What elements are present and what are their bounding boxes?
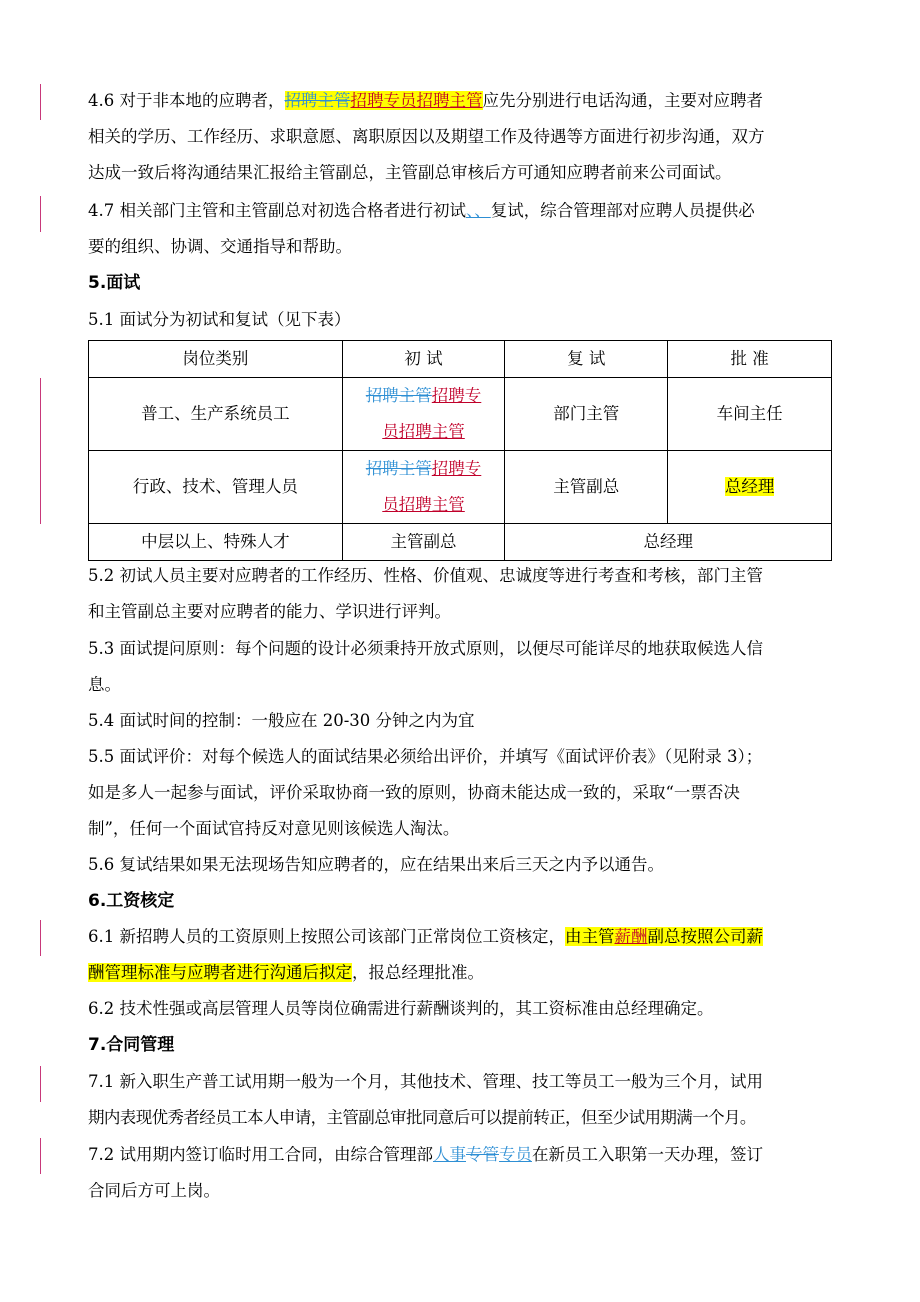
paragraph-5-1 (88, 302, 840, 338)
text: 和主管副总主要对应聘者的能力、学识进行评判。 (88, 602, 451, 621)
table-cell: 普工、生产系统员工 (89, 378, 343, 451)
table-row (89, 378, 832, 451)
table-header: 复 试 (505, 341, 668, 378)
inserted-text: 招聘主管 (398, 422, 465, 441)
text: 要的组织、协调、交通指导和帮助。 (88, 237, 352, 256)
text: 5.2 初试人员主要对应聘者的工作经历、性格、价值观、忠诚度等进行考查和考核，部门主管 (88, 566, 763, 585)
table-header: 批 准 (668, 341, 832, 378)
inserted-text: 员 (382, 495, 399, 514)
inserted-text: 招聘主管 (416, 91, 483, 110)
table-header: 初 试 (342, 341, 505, 378)
table-cell: 部门主管 (505, 378, 668, 451)
paragraph-7-1 (88, 1064, 840, 1136)
table-cell (342, 451, 505, 524)
text: 7.2 试用期内签订临时用工合同，由综合管理部 (88, 1145, 433, 1164)
text: 在新员工入职第一天办理，签订 (532, 1145, 763, 1164)
highlighted-text: 副总按照公司薪 (647, 927, 763, 946)
paragraph-4-7 (88, 193, 840, 265)
change-bar (40, 196, 41, 232)
revision-mark: 、、 (466, 201, 491, 220)
text: 4.6 对于非本地的应聘者， (88, 91, 285, 110)
section-heading: 7.合同管理 (88, 1035, 175, 1055)
table-row (89, 524, 832, 561)
change-bar (40, 1066, 41, 1102)
text: 制”，任何一个面试官持反对意见则该候选人淘汰。 (88, 819, 460, 838)
text: 5.5 面试评价：对每个候选人的面试结果必须给出评价，并填写《面试评价表》（见附录 3）； (88, 747, 763, 766)
change-bar (40, 84, 41, 120)
section-heading: 5.面试 (88, 273, 141, 293)
interview-table (88, 340, 832, 561)
text: 如是多人一起参与面试，评价采取协商一致的原则，协商未能达成一致的，采取“一票否决 (88, 783, 740, 802)
paragraph-5-3 (88, 631, 840, 703)
text: 7.1 新入职生产普工试用期一般为一个月，其他技术、管理、技工等员工一般为三个月，试用 (88, 1072, 763, 1091)
paragraph-7-2 (88, 1137, 840, 1209)
inserted-text: 员 (382, 422, 399, 441)
highlighted-text: 总经理 (724, 477, 775, 496)
text: 5.6 复试结果如果无法现场告知应聘者的，应在结果出来后三天之内予以通告。 (88, 855, 664, 874)
inserted-text: 招聘专员 (350, 91, 417, 110)
highlighted-text: 由主管 (565, 927, 615, 946)
deleted-text: 招聘主管 (365, 386, 432, 405)
text: 5.3 面试提问原则：每个问题的设计必须秉持开放式原则，以便尽可能详尽的地获取候选人信 (88, 639, 763, 658)
text: 息。 (88, 675, 121, 694)
section-heading: 6.工资核定 (88, 891, 175, 911)
text: 5.1 面试分为初试和复试（见下表） (88, 310, 351, 329)
text: 5.4 面试时间的控制：一般应在 20-30 分钟之内为宜 (88, 711, 475, 730)
text: 合同后方可上岗。 (88, 1181, 220, 1200)
text: ，报总经理批准。 (352, 963, 484, 982)
change-bar (40, 1138, 41, 1174)
table-cell: 总经理 (505, 524, 832, 561)
text: 相关的学历、工作经历、求职意愿、离职原因以及期望工作及待遇等方面进行初步沟通，双方 (88, 127, 765, 146)
inserted-text: 专员 (499, 1145, 532, 1164)
inserted-text: 招聘专 (431, 459, 482, 478)
table-header-row (89, 341, 832, 378)
text: 复试，综合管理部对应聘人员提供必 (490, 201, 755, 220)
deleted-text: 专管 (466, 1145, 499, 1164)
text: 4.7 相关部门主管和主管副总对初选合格者进行初试 (88, 201, 466, 220)
deleted-text: 招聘主管 (284, 91, 351, 110)
paragraph-4-6 (88, 83, 840, 191)
inserted-text: 招聘主管 (398, 495, 465, 514)
text: 应先分别进行电话沟通，主要对应聘者 (482, 91, 763, 110)
change-bar (40, 920, 41, 956)
inserted-text: 薪酬 (614, 927, 648, 946)
paragraph-6-1 (88, 919, 840, 991)
paragraph-5-4 (88, 703, 840, 739)
highlighted-text: 酬管理标准与应聘者进行沟通后拟定 (88, 963, 352, 982)
inserted-text: 人事 (433, 1145, 466, 1164)
text: 期内表现优秀者经员工本人申请，主管副总审批同意后可以提前转正，但至少试用期满一个月。 (88, 1108, 756, 1127)
text: 6.1 新招聘人员的工资原则上按照公司该部门正常岗位工资核定， (88, 927, 565, 946)
table-cell: 中层以上、特殊人才 (89, 524, 343, 561)
table-cell (342, 378, 505, 451)
text: 达成一致后将沟通结果汇报给主管副总，主管副总审核后方可通知应聘者前来公司面试。 (88, 163, 732, 182)
table-cell (668, 451, 832, 524)
table-cell: 主管副总 (342, 524, 505, 561)
inserted-text: 招聘专 (431, 386, 482, 405)
table-cell: 主管副总 (505, 451, 668, 524)
paragraph-5-5 (88, 739, 840, 847)
paragraph-6-2 (88, 991, 840, 1027)
paragraph-5-6 (88, 847, 840, 883)
table-header: 岗位类别 (89, 341, 343, 378)
paragraph-5-2 (88, 558, 840, 630)
text: 6.2 技术性强或高层管理人员等岗位确需进行薪酬谈判的，其工资标准由总经理确定。 (88, 999, 714, 1018)
table-row (89, 451, 832, 524)
table-cell: 行政、技术、管理人员 (89, 451, 343, 524)
table-cell: 车间主任 (668, 378, 832, 451)
change-bar (40, 378, 41, 524)
deleted-text: 招聘主管 (365, 459, 432, 478)
